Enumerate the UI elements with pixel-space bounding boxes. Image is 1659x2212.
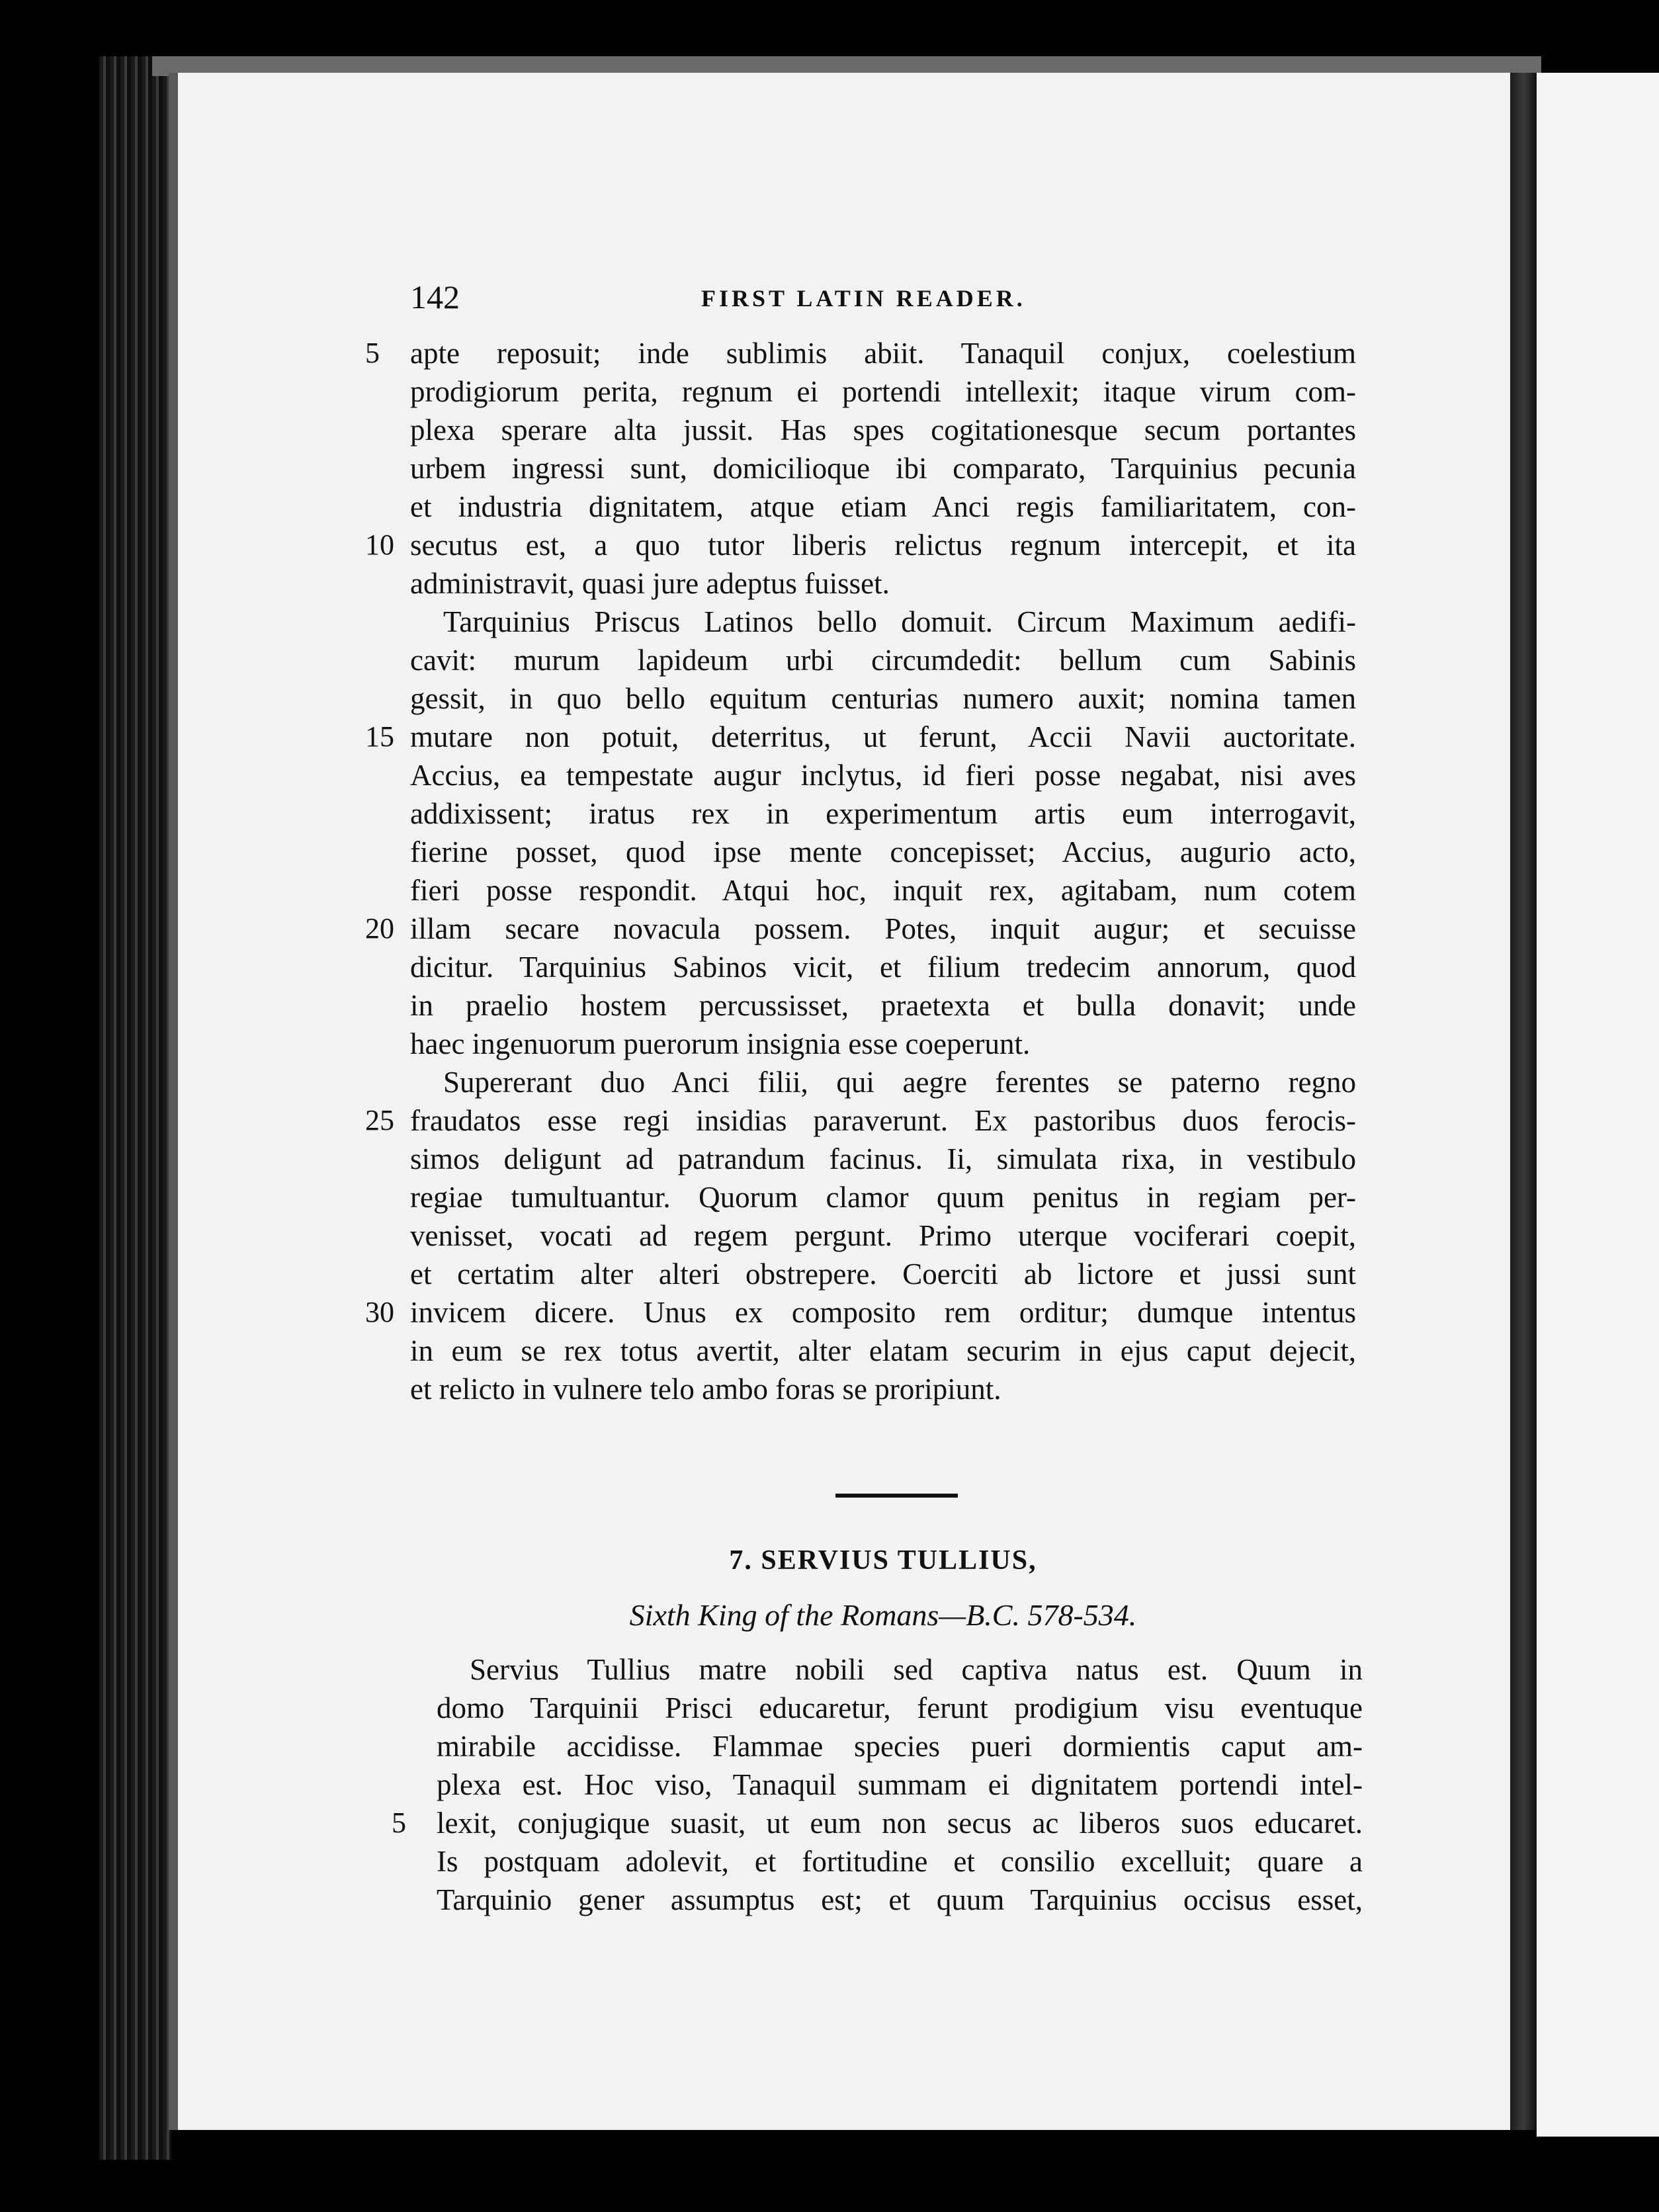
- line-text: fraudatos esse regi insidias paraverunt. Ex pastoribus duos ferocis-: [410, 1104, 1356, 1137]
- line-text: illam secare novacula possem. Potes, inquit augur; et secuisse: [410, 912, 1356, 945]
- line-text: addixissent; iratus rex in experimentum artis eum interrogavit,: [410, 797, 1356, 830]
- text-line: [410, 488, 1356, 526]
- section-subtitle: Sixth King of the Romans—B.C. 578-534.: [629, 1598, 1137, 1632]
- line-number: 30: [365, 1296, 394, 1328]
- text-line: [437, 1765, 1363, 1804]
- text-line: [410, 871, 1356, 910]
- facing-page-edge: [1537, 73, 1659, 2137]
- line-text: venisset, vocati ad regem pergunt. Primo uterque vociferari coepit,: [410, 1219, 1356, 1252]
- text-line: [410, 1063, 1356, 1101]
- text-line: [365, 1293, 1356, 1332]
- line-text: Servius Tullius matre nobili sed captiva natus est. Quum in: [470, 1653, 1363, 1686]
- line-text: fierine posset, quod ipse mente concepisset; Accius, augurio acto,: [410, 835, 1356, 869]
- text-line: [392, 1804, 1363, 1842]
- line-number: 20: [365, 912, 394, 945]
- line-text: Is postquam adolevit, et fortitudine et consilio excelluit; quare a: [437, 1845, 1363, 1878]
- passage-tarquinius: [365, 334, 1356, 1408]
- text-line: [410, 986, 1356, 1025]
- section-title: 7. SERVIUS TULLIUS,: [729, 1545, 1037, 1576]
- line-text: mirabile accidisse. Flammae species pueri dormientis caput am-: [437, 1730, 1363, 1763]
- line-number: 5: [365, 337, 380, 369]
- text-line: [410, 833, 1356, 871]
- text-line: [410, 1255, 1356, 1293]
- line-text: apte reposuit; inde sublimis abiit. Tanaquil conjux, coelestium: [410, 337, 1356, 370]
- text-line: [410, 1216, 1356, 1255]
- line-text: Tarquinius Priscus Latinos bello domuit. Circum Maximum aedifi-: [443, 605, 1356, 638]
- line-text: haec ingenuorum puerorum insignia esse coeperunt.: [410, 1027, 1031, 1060]
- line-text: administravit, quasi jure adeptus fuisset.: [410, 567, 890, 600]
- line-text: in praelio hostem percussisset, praetexta et bulla donavit; unde: [410, 989, 1356, 1022]
- text-line: [410, 603, 1356, 641]
- text-line: [365, 526, 1356, 564]
- text-line: [410, 1332, 1356, 1370]
- line-text: plexa est. Hoc viso, Tanaquil summam ei dignitatem portendi intel-: [437, 1768, 1363, 1801]
- line-text: urbem ingressi sunt, domicilioque ibi comparato, Tarquinius pecunia: [410, 452, 1356, 485]
- line-text: fieri posse respondit. Atqui hoc, inquit rex, agitabam, num cotem: [410, 874, 1356, 907]
- line-text: Supererant duo Anci filii, qui aegre ferentes se paterno regno: [443, 1066, 1356, 1099]
- line-text: in eum se rex totus avertit, alter elatam securim in ejus caput dejecit,: [410, 1334, 1356, 1367]
- text-line: [410, 1178, 1356, 1216]
- line-text: plexa sperare alta jussit. Has spes cogitationesque secum portantes: [410, 413, 1356, 447]
- text-line: [437, 1650, 1363, 1689]
- text-line: [437, 1727, 1363, 1765]
- passage-servius: [392, 1650, 1363, 1919]
- text-line: [437, 1842, 1363, 1881]
- text-line: [410, 756, 1356, 794]
- text-line: [410, 372, 1356, 411]
- text-line: [410, 1140, 1356, 1178]
- line-text: lexit, conjugique suasit, ut eum non secus ac liberos suos educaret.: [437, 1807, 1363, 1840]
- line-text: dicitur. Tarquinius Sabinos vicit, et filium tredecim annorum, quod: [410, 951, 1356, 984]
- running-head: [410, 278, 1382, 318]
- line-text: Tarquinio gener assumptus est; et quum Tarquinius occisus esset,: [437, 1883, 1363, 1916]
- line-text: simos deligunt ad patrandum facinus. Ii, simulata rixa, in vestibulo: [410, 1142, 1356, 1175]
- line-text: secutus est, a quo tutor liberis relictus regnum intercepit, et ita: [410, 529, 1356, 562]
- line-text: gessit, in quo bello equitum centurias numero auxit; nomina tamen: [410, 682, 1356, 715]
- line-text: domo Tarquinii Prisci educaretur, ferunt prodigium visu eventuque: [437, 1691, 1363, 1724]
- line-text: et relicto in vulnere telo ambo foras se proripiunt.: [410, 1373, 1001, 1406]
- text-line: [437, 1689, 1363, 1727]
- line-number: 25: [365, 1104, 394, 1136]
- line-text: Accius, ea tempestate augur inclytus, id fieri posse negabat, nisi aves: [410, 759, 1356, 792]
- line-text: cavit: murum lapideum urbi circumdedit: bellum cum Sabinis: [410, 644, 1356, 677]
- text-line: [410, 794, 1356, 833]
- text-line: [410, 1025, 1356, 1063]
- section-divider: [835, 1494, 958, 1498]
- line-text: invicem dicere. Unus ex composito rem orditur; dumque intentus: [410, 1296, 1356, 1329]
- text-line: [410, 564, 1356, 603]
- text-line: [410, 411, 1356, 449]
- text-line: [410, 449, 1356, 488]
- running-title: FIRST LATIN READER.: [701, 285, 1026, 312]
- line-text: et certatim alter alteri obstrepere. Coerciti ab lictore et jussi sunt: [410, 1257, 1356, 1291]
- text-line: [410, 641, 1356, 679]
- text-line: [410, 679, 1356, 718]
- line-number: 10: [365, 529, 394, 561]
- text-line: [437, 1881, 1363, 1919]
- line-text: et industria dignitatem, atque etiam Anci regis familiaritatem, con-: [410, 490, 1356, 523]
- line-text: prodigiorum perita, regnum ei portendi intellexit; itaque virum com-: [410, 375, 1356, 408]
- line-text: mutare non potuit, deterritus, ut ferunt, Accii Navii auctoritate.: [410, 720, 1356, 753]
- text-line: [365, 718, 1356, 756]
- page-number: 142: [410, 278, 460, 316]
- text-line: [410, 1370, 1356, 1408]
- book-gutter: [1510, 73, 1537, 2130]
- book-edge-left: [99, 56, 172, 2160]
- line-number: 15: [365, 720, 394, 753]
- text-line: [365, 334, 1356, 372]
- line-text: regiae tumultuantur. Quorum clamor quum penitus in regiam per-: [410, 1181, 1356, 1214]
- line-number: 5: [392, 1807, 406, 1839]
- text-line: [365, 910, 1356, 948]
- text-line: [410, 948, 1356, 986]
- text-line: [365, 1101, 1356, 1140]
